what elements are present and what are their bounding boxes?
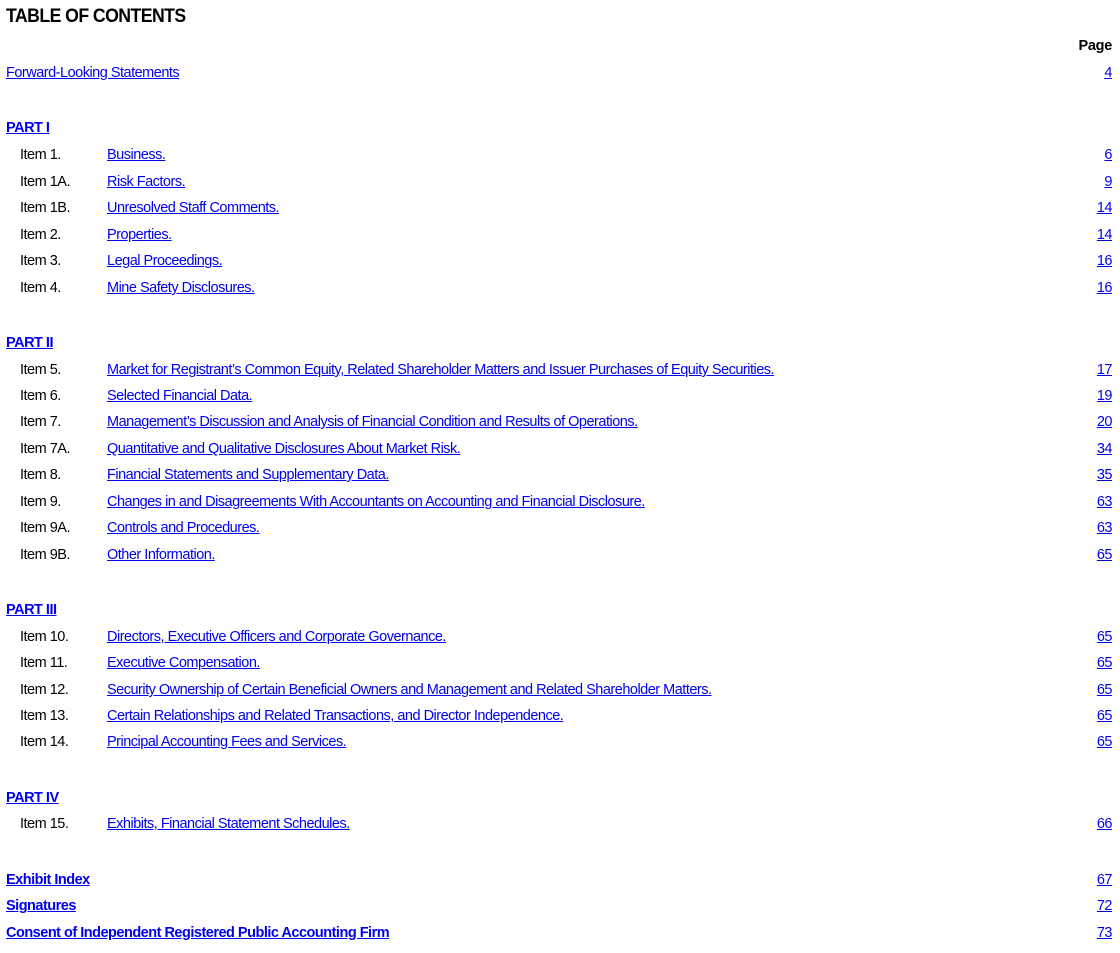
- item-title-link[interactable]: Controls and Procedures.: [107, 520, 260, 536]
- item-title-link[interactable]: Selected Financial Data.: [107, 388, 253, 404]
- page-column-header: Page: [1078, 38, 1112, 54]
- toc-item-row: [0, 652, 1120, 674]
- page-number-link[interactable]: 63: [1096, 520, 1112, 536]
- part-iii-link[interactable]: PART III: [6, 602, 57, 618]
- toc-item-row: [0, 385, 1120, 407]
- toc-item-row: [0, 359, 1120, 381]
- part-iv-link[interactable]: PART IV: [6, 790, 59, 806]
- page-number-link[interactable]: 65: [1096, 547, 1112, 563]
- item-title-link[interactable]: Quantitative and Qualitative Disclosures About Market Risk.: [107, 441, 461, 457]
- part-heading: [0, 599, 1120, 621]
- item-number: Item 15.: [20, 816, 69, 832]
- item-title-link[interactable]: Principal Accounting Fees and Services.: [107, 734, 347, 750]
- toc-item-row: [0, 626, 1120, 648]
- item-title-link[interactable]: Business.: [107, 147, 166, 163]
- item-number: Item 5.: [20, 362, 61, 378]
- part-heading: [0, 117, 1120, 139]
- toc-item-row: [0, 277, 1120, 299]
- page-number-link[interactable]: 16: [1096, 280, 1112, 296]
- page-number-link[interactable]: 14: [1096, 200, 1112, 216]
- toc-item-row: [0, 224, 1120, 246]
- item-title-link[interactable]: Risk Factors.: [107, 174, 186, 190]
- toc-entry-exhibit-index: [0, 869, 1120, 891]
- page-number-link[interactable]: 73: [1096, 925, 1112, 941]
- page-number-link[interactable]: 72: [1096, 898, 1112, 914]
- page-number-link[interactable]: 19: [1096, 388, 1112, 404]
- page-number-link[interactable]: 66: [1096, 816, 1112, 832]
- toc-item-row: [0, 705, 1120, 727]
- item-title-link[interactable]: Executive Compensation.: [107, 655, 260, 671]
- toc-item-row: [0, 411, 1120, 433]
- part-i-link[interactable]: PART I: [6, 120, 50, 136]
- page-number-link[interactable]: 14: [1096, 227, 1112, 243]
- toc-item-row: [0, 464, 1120, 486]
- page-number-link[interactable]: 65: [1096, 682, 1112, 698]
- toc-item-row: [0, 813, 1120, 835]
- item-number: Item 6.: [20, 388, 61, 404]
- item-number: Item 14.: [20, 734, 69, 750]
- page-number-link[interactable]: 6: [1104, 147, 1112, 163]
- page-number-link[interactable]: 63: [1096, 494, 1112, 510]
- item-title-link[interactable]: Market for Registrant’s Common Equity, Related Shareholder Matters and Issuer Purchases of Equity Securities.: [107, 362, 775, 378]
- item-number: Item 9B.: [20, 547, 70, 563]
- item-number: Item 8.: [20, 467, 61, 483]
- toc-item-row: [0, 250, 1120, 272]
- item-title-link[interactable]: Exhibits, Financial Statement Schedules.: [107, 816, 350, 832]
- item-number: Item 10.: [20, 629, 69, 645]
- toc-item-row: [0, 517, 1120, 539]
- item-number: Item 1.: [20, 147, 61, 163]
- item-number: Item 1A.: [20, 174, 70, 190]
- item-number: Item 9.: [20, 494, 61, 510]
- toc-entry-forward-looking: [0, 62, 1120, 84]
- item-title-link[interactable]: Legal Proceedings.: [107, 253, 223, 269]
- exhibit-index-link[interactable]: Exhibit Index: [6, 872, 90, 888]
- toc-item-row: [0, 679, 1120, 701]
- part-heading: [0, 332, 1120, 354]
- consent-link[interactable]: Consent of Independent Registered Public Accounting Firm: [6, 925, 390, 941]
- item-number: Item 3.: [20, 253, 61, 269]
- page-number-link[interactable]: 67: [1096, 872, 1112, 888]
- item-title-link[interactable]: Mine Safety Disclosures.: [107, 280, 255, 296]
- item-number: Item 7.: [20, 414, 61, 430]
- page-number-link[interactable]: 20: [1096, 414, 1112, 430]
- toc-item-row: [0, 491, 1120, 513]
- toc-item-row: [0, 438, 1120, 460]
- item-title-link[interactable]: Security Ownership of Certain Beneficial Owners and Management and Related Shareholder Matters.: [107, 682, 712, 698]
- item-title-link[interactable]: Certain Relationships and Related Transactions, and Director Independence.: [107, 708, 564, 724]
- page-number-link[interactable]: 4: [1104, 65, 1112, 81]
- page-number-link[interactable]: 65: [1096, 734, 1112, 750]
- item-title-link[interactable]: Other Information.: [107, 547, 215, 563]
- item-number: Item 2.: [20, 227, 61, 243]
- toc-item-row: [0, 144, 1120, 166]
- page-number-link[interactable]: 65: [1096, 655, 1112, 671]
- part-heading: [0, 787, 1120, 809]
- toc-item-row: [0, 171, 1120, 193]
- toc-entry-signatures: [0, 895, 1120, 917]
- page-number-link[interactable]: 16: [1096, 253, 1112, 269]
- page-number-link[interactable]: 17: [1096, 362, 1112, 378]
- page-number-link[interactable]: 35: [1096, 467, 1112, 483]
- item-title-link[interactable]: Changes in and Disagreements With Accountants on Accounting and Financial Disclosure.: [107, 494, 645, 510]
- page-number-link[interactable]: 65: [1096, 708, 1112, 724]
- page-number-link[interactable]: 65: [1096, 629, 1112, 645]
- toc-item-row: [0, 544, 1120, 566]
- toc-item-row: [0, 197, 1120, 219]
- item-number: Item 7A.: [20, 441, 70, 457]
- page-number-link[interactable]: 9: [1104, 174, 1112, 190]
- item-title-link[interactable]: Properties.: [107, 227, 172, 243]
- signatures-link[interactable]: Signatures: [6, 898, 76, 914]
- item-title-link[interactable]: Management’s Discussion and Analysis of Financial Condition and Results of Operations.: [107, 414, 638, 430]
- page-title: TABLE OF CONTENTS: [6, 6, 186, 27]
- toc-item-row: [0, 731, 1120, 753]
- item-number: Item 11.: [20, 655, 68, 671]
- forward-looking-link[interactable]: Forward-Looking Statements: [6, 65, 180, 81]
- item-number: Item 12.: [20, 682, 69, 698]
- toc-entry-consent: [0, 922, 1120, 944]
- item-number: Item 4.: [20, 280, 61, 296]
- part-ii-link[interactable]: PART II: [6, 335, 53, 351]
- item-number: Item 13.: [20, 708, 69, 724]
- item-title-link[interactable]: Financial Statements and Supplementary Data.: [107, 467, 389, 483]
- page-number-link[interactable]: 34: [1096, 441, 1112, 457]
- item-number: Item 9A.: [20, 520, 70, 536]
- item-title-link[interactable]: Directors, Executive Officers and Corporate Governance.: [107, 629, 446, 645]
- item-number: Item 1B.: [20, 200, 70, 216]
- item-title-link[interactable]: Unresolved Staff Comments.: [107, 200, 280, 216]
